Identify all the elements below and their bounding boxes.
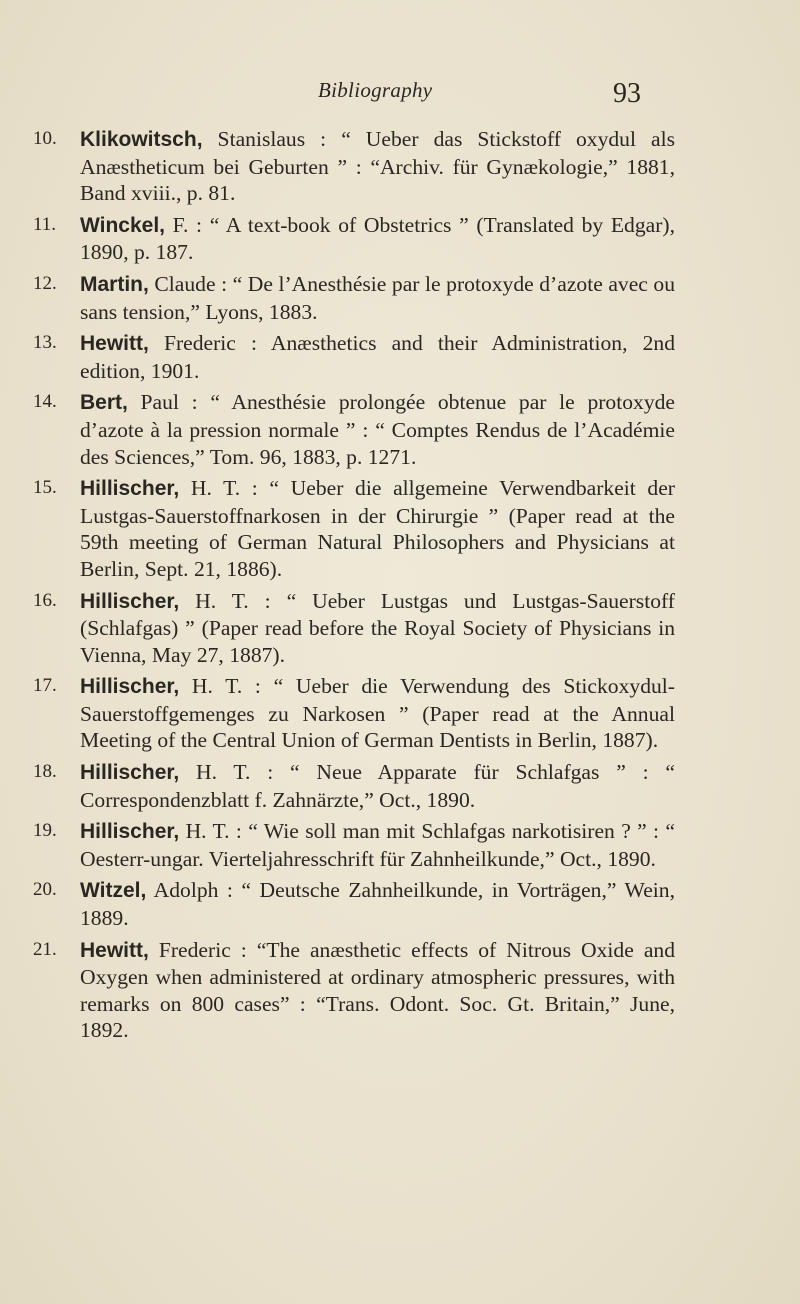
bibliography-entry-19 (33, 818, 675, 872)
entry-number: 11. (33, 213, 57, 235)
entry-number: 13. (33, 332, 57, 354)
entry-number: 14. (33, 391, 57, 413)
entry-author: Hillischer, (80, 589, 180, 613)
entry-author: Hewitt, (80, 332, 149, 356)
entry-author: Winckel, (80, 213, 166, 237)
bibliography-entry-13 (33, 330, 675, 384)
bibliography-entry-15 (33, 475, 675, 582)
entry-number: 18. (33, 761, 57, 783)
entry-author: Witzel, (80, 879, 147, 903)
bibliography-entry-16 (33, 588, 675, 669)
bibliography-entry-12 (33, 271, 675, 325)
entry-citation: H. T. : “ Ueber Lustgas und Lustgas-Sauerstoff (Schlafgas) ” (Paper read before the Royal Society of Physicians in Vienna, May 27, 1887). (80, 588, 675, 667)
entry-author: Hillischer, (80, 477, 180, 501)
running-head: Bibliography (318, 78, 433, 102)
entry-citation: Frederic : Anæsthetics and their Administration, 2nd edition, 1901. (80, 331, 675, 383)
entry-citation: F. : “ A text-book of Obstetrics ” (Translated by Edgar), 1890, p. 187. (80, 212, 675, 265)
bibliography-list (0, 126, 800, 1049)
entry-citation: Stanislaus : “ Ueber das Stickstoff oxydul als Anæstheticum bei Geburten ” : “Archiv. für Gynækologie,” 1881, Band xviii., p. 81. (80, 127, 675, 206)
entry-number: 19. (33, 820, 57, 842)
entry-number: 17. (33, 675, 57, 697)
entry-citation: Frederic : “The anæsthetic effects of Nitrous Oxide and Oxygen when administered at ordinary atmospheric pressures, with remarks on 800 cases” : “Trans. Odont. Soc. Gt. Britain,” June, 1892. (80, 937, 675, 1043)
bibliography-entry-21 (33, 937, 675, 1044)
entry-number: 12. (33, 272, 57, 294)
entry-author: Klikowitsch, (80, 128, 203, 151)
entry-citation: H. T. : “ Ueber die Verwendung des Stickoxydul-Sauerstoffgemenges zu Narkosen ” (Paper read at the Annual Meeting of the Central Union of German Dentists in Berlin, 1887). (80, 674, 675, 753)
bibliography-entry-20 (33, 877, 675, 931)
entry-author: Martin, (80, 272, 149, 296)
entry-author: Bert, (80, 391, 128, 415)
entry-author: Hillischer, (80, 675, 180, 699)
entry-citation: H. T. : “ Wie soll man mit Schlafgas narkotisiren ? ” : “ Oesterr-ungar. Vierteljahresschrift für Zahnheilkunde,” Oct., 1890. (80, 819, 675, 871)
entry-author: Hillischer, (80, 820, 180, 844)
bibliography-entry-11 (33, 212, 675, 266)
entry-citation: Claude : “ De l’Anesthésie par le protoxyde d’azote avec ou sans tension,” Lyons, 1883. (80, 271, 675, 324)
entry-number: 16. (33, 589, 57, 611)
page-number: 93 (613, 78, 641, 109)
entry-number: 10. (33, 128, 57, 149)
entry-citation: Adolph : “ Deutsche Zahnheilkunde, in Vorträgen,” Wein, 1889. (80, 878, 675, 931)
bibliography-entry-14 (33, 389, 675, 470)
bibliography-entry-10 (33, 126, 675, 207)
bibliography-entry-17 (33, 673, 675, 754)
entry-number: 15. (33, 477, 57, 499)
entry-citation: Paul : “ Anesthésie prolongée obtenue par le protoxyde d’azote à la pression normale ” : “ Comptes Rendus de l’Académie des Sciences,” Tom. 96, 1883, p. 1271. (80, 390, 675, 469)
entry-number: 21. (33, 938, 57, 960)
entry-citation: H. T. : “ Ueber die allgemeine Verwendbarkeit der Lustgas-Sauerstoffnarkosen in der Chirurgie ” (Paper read at the 59th meeting of German Natural Philosophers and Physicians at Berlin, Sept. 21, 1886). (80, 476, 675, 581)
entry-author: Hewitt, (80, 938, 149, 962)
entry-number: 20. (33, 879, 57, 901)
entry-author: Hillischer, (80, 761, 180, 785)
entry-citation: H. T. : “ Neue Apparate für Schlafgas ” : “ Correspondenzblatt f. Zahnärzte,” Oct., 1890. (80, 760, 675, 812)
bibliography-entry-18 (33, 759, 675, 813)
